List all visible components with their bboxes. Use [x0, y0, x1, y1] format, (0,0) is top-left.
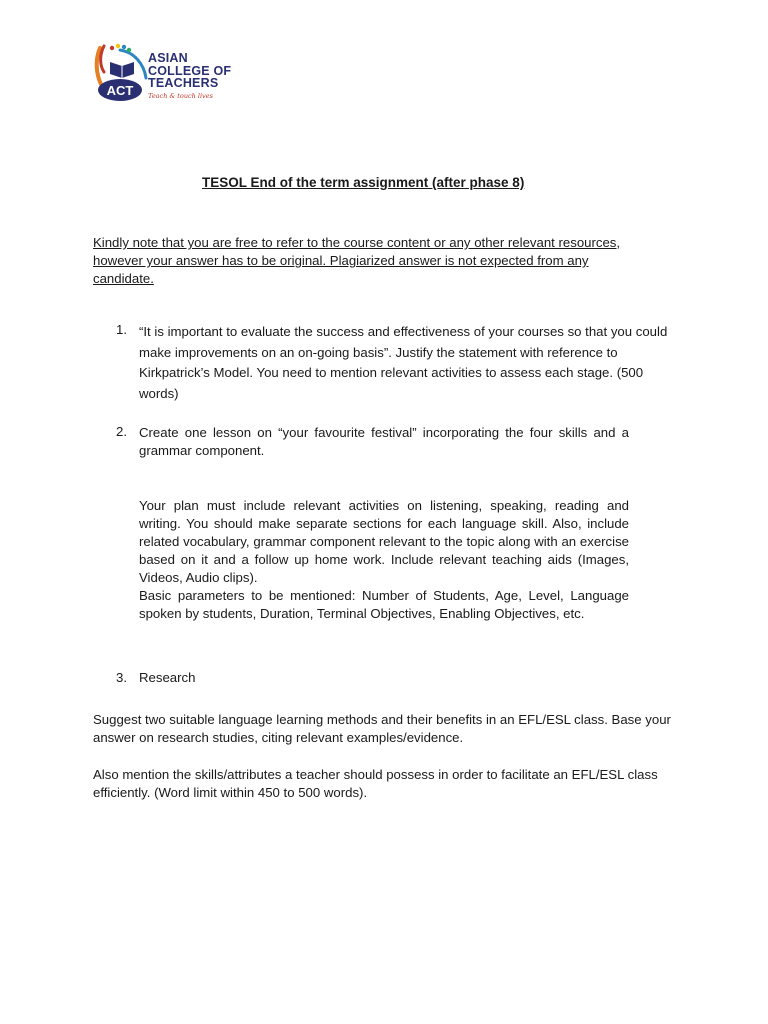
lesson-plan-requirements: Your plan must include relevant activities on listening, speaking, reading and writing. You should make separate sections for each language skill. Also, include related vocabulary, grammar component relevant to the topic along with an exercise based on it and a follow up home work. Include relevant teaching aids (Images, Videos, Audio clips).	[139, 498, 629, 585]
instruction-note: Kindly note that you are free to refer to the course content or any other relevant resources, however your answer has to be original. Plagiarized answer is not expected from any candidate.	[93, 235, 621, 286]
item-number: 2.	[116, 424, 127, 439]
logo-line-2: COLLEGE OF	[148, 63, 232, 78]
college-logo	[90, 42, 260, 108]
item-text: “It is important to evaluate the success and effectiveness of your courses so that you could make improvements on an on-going basis”. Justify the statement with reference to Kirkpatrick’s Model. You need to mention relevant activities to assess each stage. (500 words)	[139, 324, 668, 401]
logo-tagline: Teach & touch lives	[148, 91, 213, 100]
lesson-plan-parameters: Basic parameters to be mentioned: Number of Students, Age, Level, Language spoken by students, Duration, Terminal Objectives, Enabling Objectives, etc.	[139, 588, 629, 621]
item-number: 1.	[116, 322, 127, 337]
document-title: TESOL End of the term assignment (after phase 8)	[202, 175, 525, 190]
logo-line-1: ASIAN	[148, 51, 188, 65]
logo-line-3: TEACHERS	[148, 76, 219, 90]
act-emblem-icon	[90, 42, 152, 108]
item-text: Create one lesson on “your favourite festival” incorporating the four skills and a grammar component.	[139, 425, 629, 458]
logo-wordmark	[148, 52, 231, 100]
emblem-text: ACT	[106, 83, 134, 98]
research-paragraph-2: Also mention the skills/attributes a teacher should possess in order to facilitate an EFL/ESL class efficiently. (Word limit within 450 to 500 words).	[93, 767, 658, 800]
item-text: Research	[139, 670, 196, 685]
item-number: 3.	[116, 670, 127, 685]
research-paragraph-1: Suggest two suitable language learning methods and their benefits in an EFL/ESL class. Base your answer on research studies, citing relevant examples/evidence.	[93, 712, 671, 745]
